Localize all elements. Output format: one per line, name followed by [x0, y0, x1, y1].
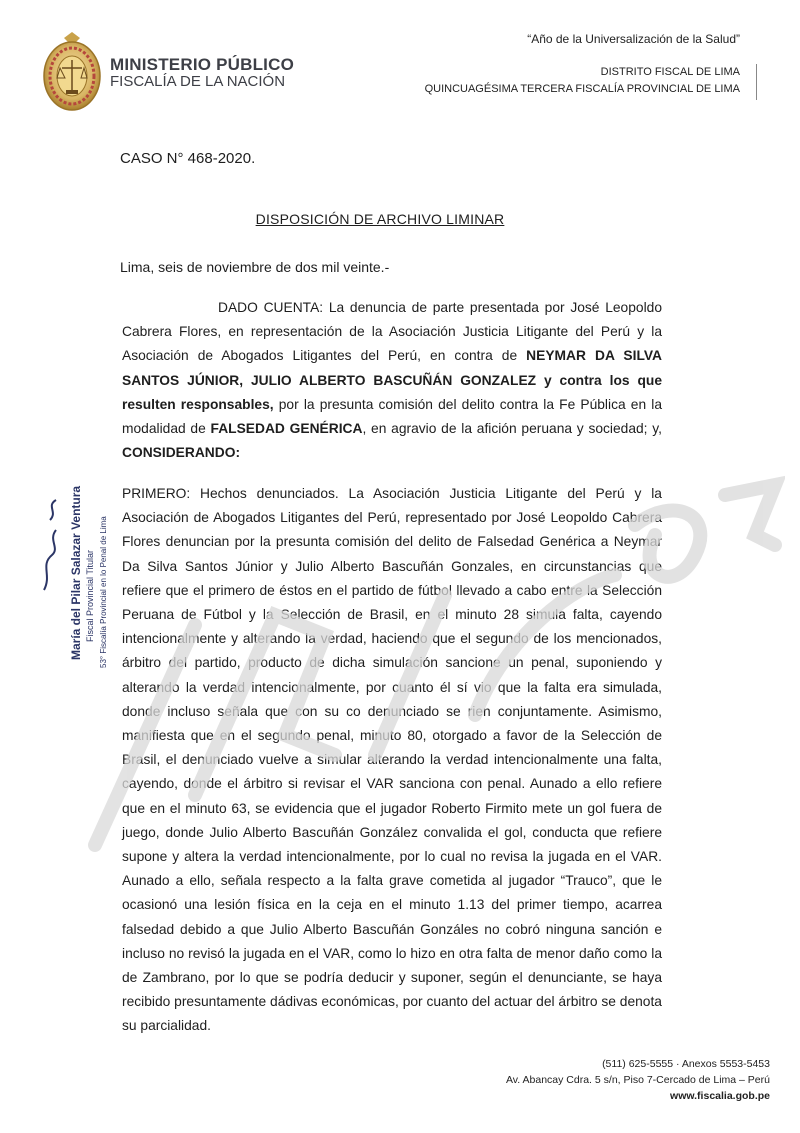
text-run: CONSIDERANDO: [122, 445, 241, 461]
paragraph-primero [122, 482, 662, 1039]
paragraph-dado-cuenta [122, 296, 662, 465]
document-title: DISPOSICIÓN DE ARCHIVO LIMINAR [255, 211, 505, 227]
footer-phone: (511) 625-5555 · Anexos 5553-5453 [602, 1058, 770, 1070]
text-run: La Asociación Justicia Litigante del Perú y la Asociación de Abogados Litigantes del Perú, representado por José Leopoldo Cabrera Flores denuncian por la presunta comisión del delito de Falsedad Genérica a Neymar Da Silva Santos Júnior y Julio Alberto Bascuñán Gonzales, en circunstancias que refiere que el primero de éstos en el partido de fútbol llevado a cabo entre la Selección Peruana de Fútbol y la Selección de Brasil, en el minuto 28 simula falta, cayendo intencionalmente y alterando la verdad, haciendo que el segundo de los mencionados, árbitro del partido, producto de dicha simulación sancione un penal, suponiendo y alterando la verdad intencionalmente, por cuanto él sí vio que la falta era simulada, donde incluso señala que con su co denunciado se rien conjuntamente. Asimismo, manifiesta que en el segundo penal, minuto 80, otorgado a favor de la Selección de Brasil, el denunciado vuelve a simular alterando la verdad intencionalmente una falta, cayendo, donde el árbitro si revisar el VAR sanciona con penal. Aunado a ello refiere que en el minuto 63, se evidencia que el jugador Roberto Firmito mete un gol fuera de juego, donde Julio Alberto Bascuñán González convalida el gol, conducta que refiere supone y altera la verdad intencionalmente, por lo cual no revisa la jugada en el VAR. Aunado a ello, señala respecto a la falta grave cometida al jugador “Trauco”, que le ocasionó una lesión física en la ceja en el minuto 1.13 del primer tiempo, acarrea falsedad debido a que Julio Alberto Bascuñán Gonzáles no cobró ninguna sanción e incluso no revisó la jugada en el VAR, como lo hizo en otra falta de menor daño como la de Zambrano, por lo que se podría deducir y suponer, según el denunciante, se haya recibido presuntamente dádivas económicas, por cuanto del actuar del árbitro se denota su parcialidad. [122, 486, 662, 1034]
signature-mark [44, 500, 56, 590]
case-number: CASO N° 468-2020. [120, 150, 256, 167]
district-header [425, 64, 740, 98]
place-date: Lima, seis de noviembre de dos mil veinte.- [120, 259, 390, 275]
district-line-2: QUINCUAGÉSIMA TERCERA FISCALÍA PROVINCIAL DE LIMA [424, 83, 740, 95]
ministerio-publico-seal-icon [40, 30, 104, 114]
footer-address: Av. Abancay Cdra. 5 s/n, Piso 7-Cercado de Lima – Perú [505, 1074, 770, 1086]
text-run: por la presunta comisión del delito contra la Fe Pública en la modalidad de [122, 396, 662, 437]
text-run: FALSEDAD GENÉRICA [210, 421, 363, 437]
prosecutor-stamp [22, 470, 112, 670]
ministry-logo-text [110, 56, 294, 90]
text-run: La denuncia de parte presentada por José Leopoldo Cabrera Flores, en representación de la Asociación Justicia Litigante del Perú y la Asociación de Abogados Litigantes del Perú, en contra de [122, 300, 662, 364]
stamp-role: Fiscal Provincial Titular [85, 549, 95, 642]
text-run: PRIMERO: Hechos denunciados. [122, 486, 339, 501]
footer-website-link[interactable]: www.fiscalia.gob.pe [670, 1090, 770, 1102]
stamp-name: María del Pilar Salazar Ventura [69, 485, 83, 660]
text-run: DADO CUENTA: [218, 300, 324, 315]
stamp-office: 53° Fiscalía Provincial en lo Penal de Lima [99, 516, 108, 668]
text-run: , en agravio de la afición peruana y sociedad; y, [362, 421, 662, 437]
district-line-1: DISTRITO FISCAL DE LIMA [600, 66, 740, 78]
ministry-name: MINISTERIO PÚBLICO [110, 55, 294, 74]
footer-contact [506, 1056, 770, 1104]
header-divider [756, 64, 757, 100]
year-motto: “Año de la Universalización de la Salud” [527, 32, 740, 46]
text-run: NEYMAR DA SILVA SANTOS JÚNIOR, JULIO ALBERTO BASCUÑÁN GONZALEZ y contra los que resulten responsables, [122, 348, 663, 412]
ministry-subtitle: FISCALÍA DE LA NACIÓN [110, 73, 286, 90]
